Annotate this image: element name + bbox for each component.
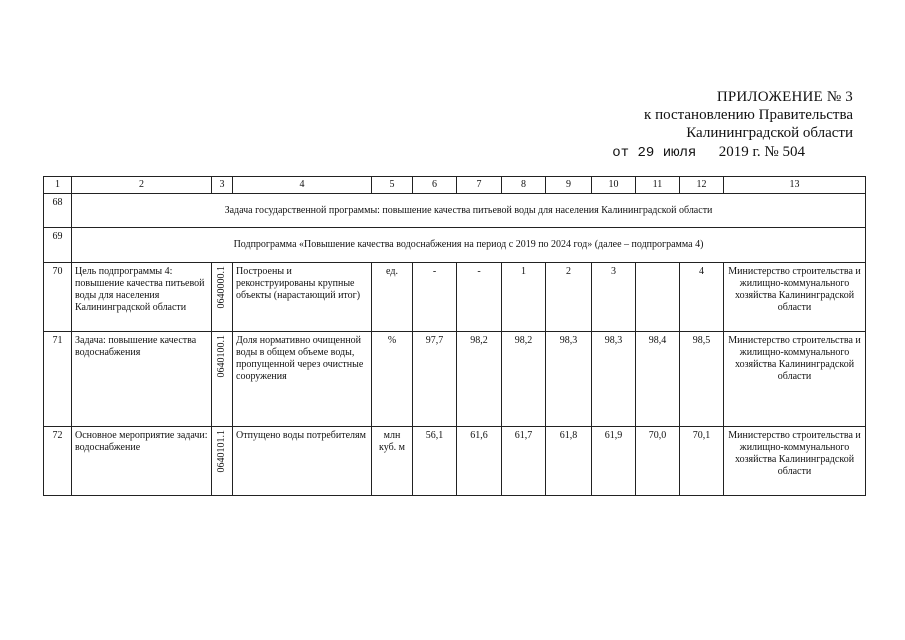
value-cell: -	[457, 263, 502, 332]
value-cell: 1	[502, 263, 546, 332]
value-cell: 70,1	[680, 427, 724, 496]
table-row	[44, 427, 866, 496]
value-cell: 98,2	[457, 332, 502, 427]
col-number: 12	[680, 177, 724, 194]
col-number: 13	[724, 177, 866, 194]
value-cell: -	[413, 263, 457, 332]
resolution-date	[612, 143, 805, 162]
goal-name: Цель подпрограммы 4: повышение качества питьевой воды для населения Калининградской области	[72, 263, 212, 332]
table-row	[44, 194, 866, 228]
appendix-title: ПРИЛОЖЕНИЕ № 3	[716, 89, 853, 105]
code-cell	[212, 332, 233, 427]
unit: %	[372, 332, 413, 427]
value-cell: 61,9	[592, 427, 636, 496]
indicator-code: 0640101.1	[216, 430, 227, 473]
document-header	[612, 88, 853, 162]
value-cell: 56,1	[413, 427, 457, 496]
activity-name: Основное мероприятие задачи: водоснабжение	[72, 427, 212, 496]
subprogram-text: Подпрограмма «Повышение качества водоснабжения на период с 2019 по 2024 год» (далее – подпрограмма 4)	[72, 228, 866, 263]
value-cell: 61,7	[502, 427, 546, 496]
code-cell	[212, 263, 233, 332]
col-number: 5	[372, 177, 413, 194]
indicator-code: 0640100.1	[216, 335, 227, 378]
value-cell: 70,0	[636, 427, 680, 496]
row-number: 72	[44, 427, 72, 496]
value-cell: 98,3	[546, 332, 592, 427]
code-cell	[212, 427, 233, 496]
col-number: 9	[546, 177, 592, 194]
col-number: 6	[413, 177, 457, 194]
table-row	[44, 332, 866, 427]
unit: млн куб. м	[372, 427, 413, 496]
col-number: 2	[72, 177, 212, 194]
indicator-name: Построены и реконструированы крупные объекты (нарастающий итог)	[233, 263, 372, 332]
table-row	[44, 228, 866, 263]
col-number: 10	[592, 177, 636, 194]
value-cell: 98,4	[636, 332, 680, 427]
responsible-body: Министерство строительства и жилищно-коммунального хозяйства Калининградской области	[724, 427, 866, 496]
table-row	[44, 263, 866, 332]
responsible-body: Министерство строительства и жилищно-коммунального хозяйства Калининградской области	[724, 332, 866, 427]
value-cell: 98,3	[592, 332, 636, 427]
col-number: 7	[457, 177, 502, 194]
value-cell: 61,8	[546, 427, 592, 496]
value-cell: 2	[546, 263, 592, 332]
responsible-body: Министерство строительства и жилищно-коммунального хозяйства Калининградской области	[724, 263, 866, 332]
date-day-month: 29 июля	[637, 145, 697, 161]
resolution-line: к постановлению Правительства	[644, 107, 853, 123]
col-number: 8	[502, 177, 546, 194]
indicator-name: Доля нормативно очищенной воды в общем объеме воды, пропущенной через очистные сооружения	[233, 332, 372, 427]
row-number: 69	[44, 228, 72, 263]
date-prefix: от	[612, 145, 630, 161]
value-cell: 98,5	[680, 332, 724, 427]
task-name: Задача: повышение качества водоснабжения	[72, 332, 212, 427]
indicator-name: Отпущено воды потребителям	[233, 427, 372, 496]
value-cell	[636, 263, 680, 332]
value-cell: 61,6	[457, 427, 502, 496]
value-cell: 3	[592, 263, 636, 332]
column-numbers-row	[44, 177, 866, 194]
date-year-number: 2019 г. № 504	[718, 144, 805, 160]
col-number: 1	[44, 177, 72, 194]
indicators-table	[43, 176, 866, 496]
row-number: 71	[44, 332, 72, 427]
value-cell: 97,7	[413, 332, 457, 427]
row-number: 70	[44, 263, 72, 332]
value-cell: 4	[680, 263, 724, 332]
value-cell: 98,2	[502, 332, 546, 427]
region-line: Калининградской области	[686, 125, 853, 141]
program-task-text: Задача государственной программы: повышение качества питьевой воды для населения Калининградской области	[72, 194, 866, 228]
col-number: 11	[636, 177, 680, 194]
col-number: 4	[233, 177, 372, 194]
row-number: 68	[44, 194, 72, 228]
unit: ед.	[372, 263, 413, 332]
indicator-code: 0640000.1	[216, 266, 227, 309]
col-number: 3	[212, 177, 233, 194]
